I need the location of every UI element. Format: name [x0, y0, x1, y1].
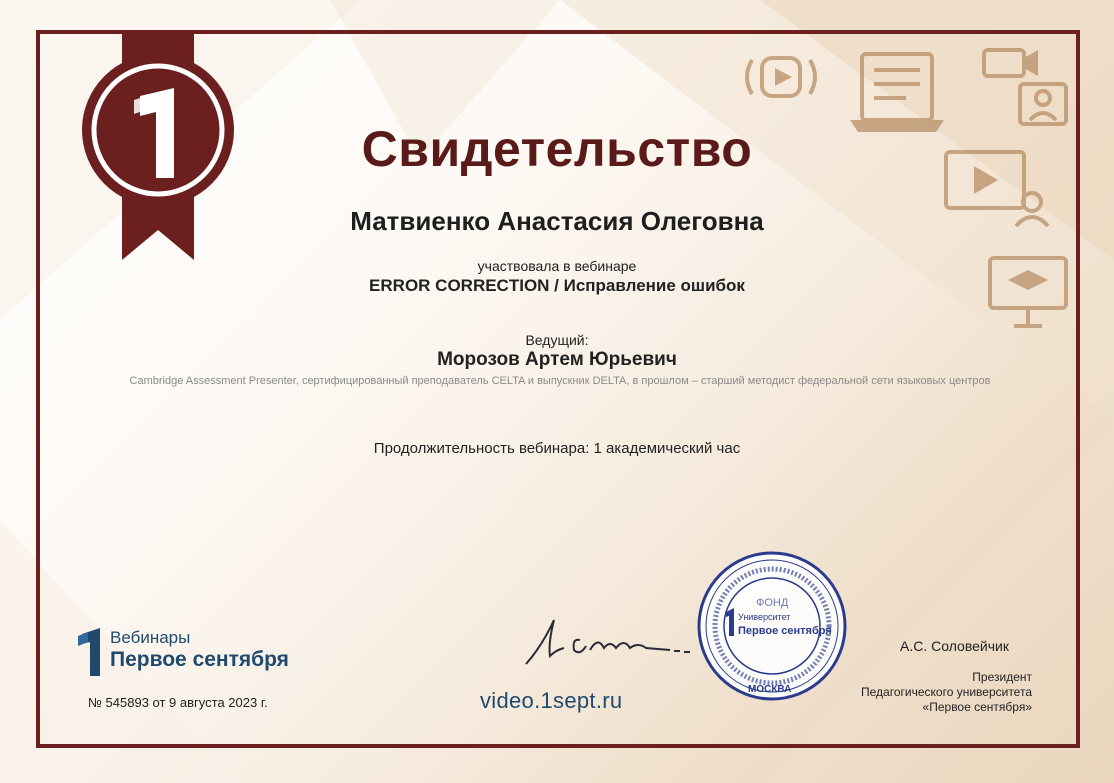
host-name: Морозов Артем Юрьевич: [437, 349, 677, 370]
certificate-title: Свидетельство: [361, 121, 753, 177]
signer-role-line: Педагогического университета: [861, 685, 1032, 699]
logo-line-brand: Первое сентября: [110, 648, 289, 671]
stamp-fond-text: ФОНД: [756, 597, 789, 609]
signer-role-line: Президент: [972, 670, 1032, 684]
signer-role: [820, 670, 1032, 715]
webinar-title: ERROR CORRECTION / Исправление ошибок: [369, 276, 745, 295]
video-broadcast-icon: [747, 58, 815, 96]
host-label: Ведущий:: [525, 332, 589, 348]
webinars-logo-icon: [78, 628, 106, 676]
webinar-duration: Продолжительность вебинара: 1 академический час: [373, 440, 741, 457]
host-description: Cambridge Assessment Presenter, сертифицированный преподаватель CELTA и выпускник DELTA, в прошлом – старший методист федеральной сети языковых центров: [129, 375, 991, 387]
certificate-number: № 545893 от 9 августа 2023 г.: [88, 695, 268, 710]
stamp-city-text: МОСКВА: [748, 684, 792, 695]
signer-name: А.С. Соловейчик: [900, 638, 1009, 654]
stamp-university-text: Университет: [738, 612, 791, 622]
signer-role-line: «Первое сентября»: [922, 700, 1032, 714]
signature: [520, 610, 710, 670]
website-link[interactable]: video.1sept.ru: [480, 688, 623, 713]
video-call-icon: [984, 50, 1066, 124]
stamp-name-text: Первое сентября: [738, 625, 832, 637]
participation-text: участвовала в вебинаре: [477, 258, 637, 274]
logo-line-webinars: Вебинары: [110, 628, 191, 647]
recipient-name: Матвиенко Анастасия Олеговна: [350, 206, 764, 236]
